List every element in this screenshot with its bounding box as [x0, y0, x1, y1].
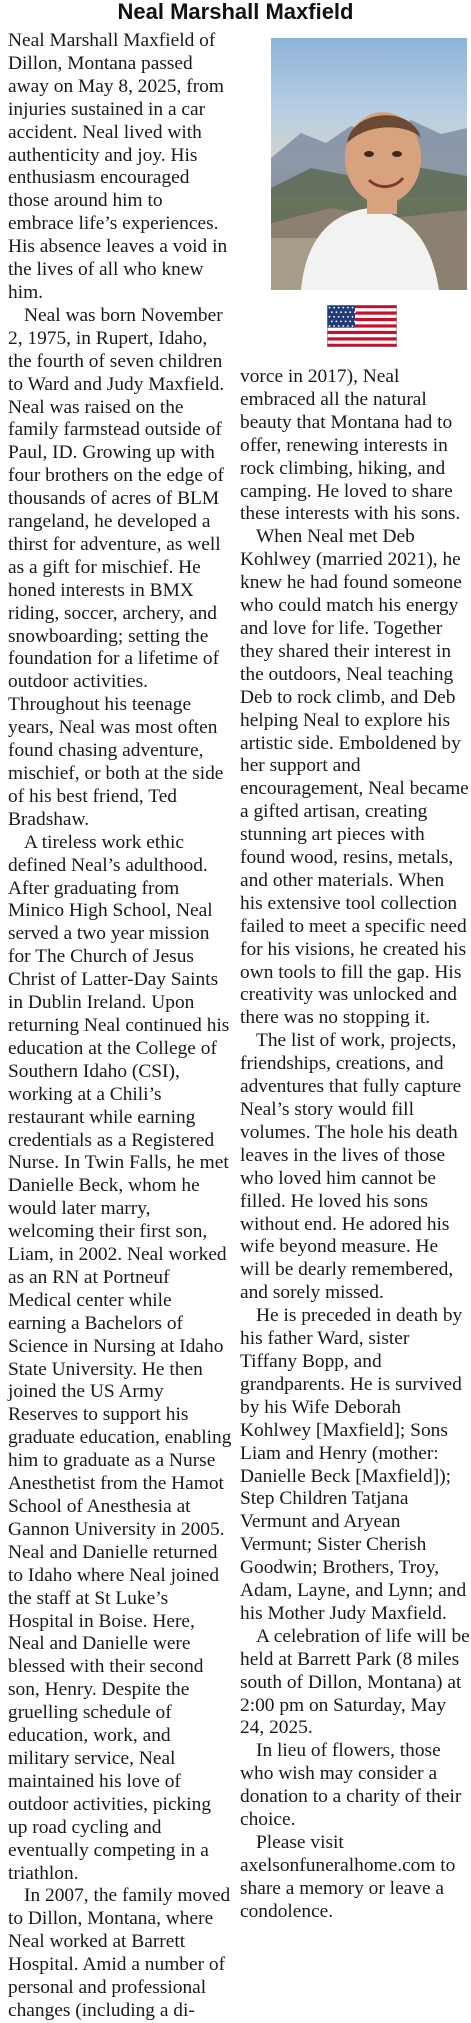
- paragraph: Please visit axelsonfuneralhome.com to share a memory or leave a condolence.: [240, 1832, 456, 1922]
- paragraph: When Neal met Deb Kohlwey (married 2021), he knew he had found someone who could match his energy and love for life. Together they shared their interest in the outdoors, Neal teaching Deb to rock climb, and Deb helping Neal to explore his artistic side. Emboldened by her support and encouragement, Neal became a gifted artisan, creating stunning art pieces with found wood, resins, metals, and other materials. When his extensive tool collection failed to meet a specific need for his visions, he created his own tools to fill the gap. His creativity was unlocked and there was no stopping it.: [240, 526, 469, 1029]
- left-column: [8, 30, 232, 2023]
- paragraph: A tireless work ethic defined Neal’s adulthood. After graduating from Minico High School, Neal served a two year mission for The Church of Jesus Christ of Latter-Day Saints in Dublin Ireland. Upon returning Neal continued his education at the College of Southern Idaho (CSI), working at a Chili’s restaurant while earning credentials as a Registered Nurse. In Twin Falls, he met Danielle Beck, whom he would later marry, welcoming their first son, Liam, in 2002. Neal worked as an RN at Portneuf Medical center while earning a Bachelors of Science in Nursing at Idaho State University. He then joined the US Army Reserves to support his graduate education, enabling him to graduate as a Nurse Anesthetist from the Hamot School of Anesthesia at Gannon University in 2005. Neal and Danielle returned to Idaho where Neal joined the staff at St Luke’s Hospital in Boise. Here, Neal and Danielle were blessed with their second son, Henry. Despite the gruelling schedule of education, work, and military service, Neal maintained his love of outdoor activities, picking up road cycling and eventually competing in a triathlon.: [8, 831, 232, 1884]
- paragraph: Neal Marshall Maxfield of Dillon, Montana passed away on May 8, 2025, from injuries sustained in a car accident. Neal lived with authenticity and joy. His enthusiasm encouraged those around him to embrace life’s experiences. His absence leaves a void in the lives of all who knew him.: [8, 30, 228, 303]
- paragraph: In 2007, the family moved to Dillon, Montana, where Neal worked at Barrett Hospital. Amid a number of personal and professional changes (including a di-: [8, 1885, 231, 2021]
- paragraph: He is preceded in death by his father Ward, sister Tiffany Bopp, and grandparents. He is survived by his Wife Deborah Kohlwey [Maxfield]; Sons Liam and Henry (mother: Danielle Beck [Maxfield]); Step Children Tatjana Vermunt and Aryean Vermunt; Sister Cherish Goodwin; Brothers, Troy, Adam, Layne, and Lynn; and his Mother Judy Maxfield.: [240, 1305, 467, 1624]
- right-column: [240, 366, 470, 1924]
- us-flag-icon: [327, 305, 397, 347]
- paragraph: vorce in 2017), Neal embraced all the natural beauty that Montana had to offer, renewing interests in rock climbing, hiking, and camping. He loved to share these interests with his sons.: [240, 366, 461, 525]
- paragraph: A celebration of life will be held at Barrett Park (8 miles south of Dillon, Montana) at 2:00 pm on Saturday, May 24, 2025.: [240, 1625, 470, 1739]
- paragraph: In lieu of flowers, those who wish may consider a donation to a charity of their choice.: [240, 1740, 462, 1831]
- paragraph: The list of work, projects, friendships, creations, and adventures that fully capture Neal’s story would fill volumes. The hole his death leaves in the lives of those who loved him cannot be filled. He loved his sons without end. He adored his wife beyond measure. He will be dearly remembered, and sorely missed.: [240, 1030, 462, 1304]
- portrait-photo: [271, 38, 467, 290]
- obituary-title: Neal Marshall Maxfield: [117, 0, 354, 24]
- paragraph: Neal was born November 2, 1975, in Rupert, Idaho, the fourth of seven children to Ward and Judy Maxfield. Neal was raised on the family farmstead outside of Paul, ID. Growing up with four brothers on the edge of thousands of acres of BLM rangeland, he developed a thirst for adventure, as well as a gift for mischief. He honed interests in BMX riding, soccer, archery, and snowboarding; setting the foundation for a lifetime of outdoor activities. Throughout his teenage years, Neal was most often found chasing adventure, mischief, or both at the side of his best friend, Ted Bradshaw.: [8, 304, 225, 830]
